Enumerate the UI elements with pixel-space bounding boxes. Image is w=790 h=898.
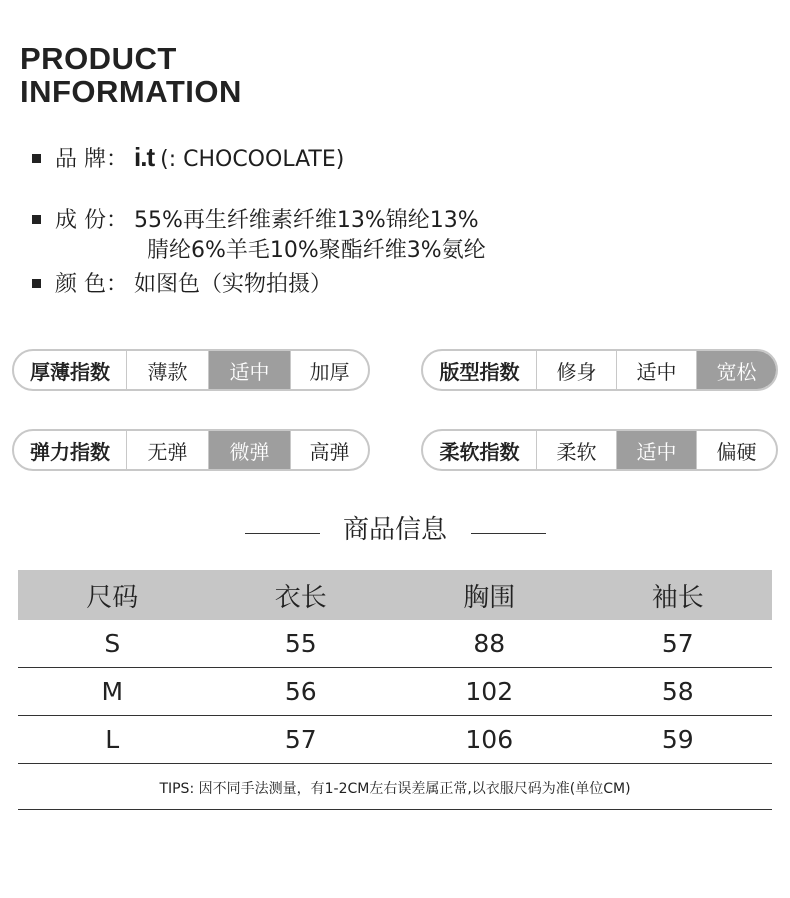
softness-scale: [421, 429, 778, 471]
table-cell: 106: [465, 725, 514, 754]
fit-option-regular: 适中: [616, 351, 696, 389]
thickness-option-thin: 薄款: [126, 351, 208, 389]
table-cell: 56: [284, 677, 317, 706]
measurement-tips: TIPS: 因不同手法测量，有1-2CM左右误差属正常,以衣服尺码为准(单位CM): [18, 766, 772, 810]
softness-option-medium: 适中: [616, 431, 696, 469]
bullet-square-icon: [32, 279, 41, 288]
composition-label: 成 份：: [55, 208, 128, 233]
table-cell: 57: [661, 629, 694, 658]
brand-row: [32, 142, 344, 175]
product-information-heading: [20, 42, 242, 108]
thickness-option-thick: 加厚: [290, 351, 368, 389]
table-row: [18, 716, 772, 764]
size-table: [18, 570, 772, 764]
brand-value: (: CHOCOOLATE): [160, 147, 345, 172]
table-header-cell: 袖长: [651, 582, 704, 613]
section-divider-right: [471, 533, 546, 534]
elasticity-option-high: 高弹: [290, 431, 368, 469]
fit-scale: [421, 349, 778, 391]
composition-row: [32, 206, 479, 236]
elasticity-scale: [12, 429, 370, 471]
softness-option-stiff: 偏硬: [696, 431, 776, 469]
bullet-square-icon: [32, 154, 41, 163]
brand-logo: i.t: [134, 142, 155, 172]
table-cell: 57: [284, 725, 317, 754]
softness-scale-title: 柔软指数: [439, 439, 520, 464]
table-row: [18, 620, 772, 668]
bullet-square-icon: [32, 215, 41, 224]
color-row: [32, 270, 332, 300]
table-header-cell: 胸围: [463, 582, 516, 613]
table-row: [18, 668, 772, 716]
composition-line-2: 腈纶6%羊毛10%聚酯纤维3%氨纶: [147, 238, 486, 263]
thickness-option-medium: 适中: [208, 351, 290, 389]
composition-line-1: 55%再生纤维素纤维13%锦纶13%: [134, 208, 479, 233]
table-header-cell: 衣长: [274, 582, 327, 613]
heading-line-2: INFORMATION: [20, 74, 242, 109]
heading-line-1: PRODUCT: [20, 41, 177, 76]
table-cell: 58: [661, 677, 694, 706]
table-cell: 55: [284, 629, 317, 658]
table-cell: L: [105, 725, 120, 754]
section-title: 商品信息: [342, 515, 447, 545]
color-label: 颜 色：: [55, 272, 128, 297]
table-header-cell: 尺码: [86, 582, 139, 613]
brand-label: 品 牌：: [55, 147, 128, 172]
table-cell: 59: [661, 725, 694, 754]
table-cell: 88: [473, 629, 506, 658]
fit-option-loose: 宽松: [696, 351, 776, 389]
softness-option-soft: 柔软: [536, 431, 616, 469]
table-cell: M: [101, 677, 124, 706]
color-value: 如图色（实物拍摄）: [134, 272, 333, 297]
table-header-row: [18, 570, 772, 620]
table-cell: 102: [465, 677, 514, 706]
elasticity-option-none: 无弹: [126, 431, 208, 469]
thickness-scale-title: 厚薄指数: [30, 359, 110, 384]
elasticity-scale-title: 弹力指数: [30, 439, 110, 464]
table-cell: S: [104, 629, 121, 658]
fit-option-slim: 修身: [536, 351, 616, 389]
elasticity-option-slight: 微弹: [208, 431, 290, 469]
fit-scale-title: 版型指数: [439, 359, 520, 384]
thickness-scale: [12, 349, 370, 391]
